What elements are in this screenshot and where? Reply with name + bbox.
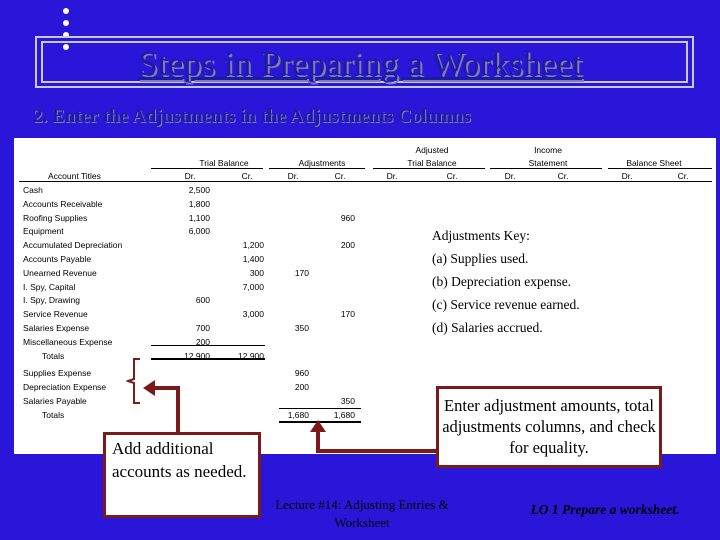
amount-tb-dr: 200	[195, 336, 210, 347]
callout-add-accounts: Add additional accounts as needed.	[103, 432, 261, 518]
header-income: Income	[534, 145, 562, 155]
decorative-dot	[63, 8, 69, 14]
amount-tb-dr: 1,800	[188, 198, 210, 209]
header-adjusted: Adjusted	[415, 145, 449, 155]
col-is-cr: Cr.	[557, 171, 569, 181]
col-adj-dr: Dr.	[287, 171, 299, 181]
account-title: Cash	[23, 185, 43, 195]
header-adjusted-trial-balance: Trial Balance	[407, 158, 457, 168]
account-title: Totals	[42, 350, 65, 361]
amount-adj-dr: 170	[294, 267, 309, 278]
amount-tb-dr: 600	[195, 295, 210, 306]
amount-tb-cr: 12,900	[238, 350, 264, 361]
col-bs-dr: Dr.	[621, 171, 633, 181]
col-tb-cr: Cr.	[241, 171, 253, 181]
account-title: Accounts Payable	[23, 254, 92, 264]
amount-tb-dr: 6,000	[188, 226, 210, 237]
decorative-dot	[63, 20, 69, 26]
amount-adj-cr: 1,680	[333, 409, 355, 420]
amount-adj-cr: 200	[340, 240, 355, 251]
account-title: Accumulated Depreciation	[23, 240, 123, 251]
connector-line	[316, 449, 438, 453]
footer-lecture: Lecture #14: Adjusting Entries & Worksheet	[275, 497, 449, 530]
footer-learning-objective: LO 1 Prepare a worksheet.	[496, 490, 714, 530]
col-is-dr: Dr.	[504, 171, 516, 181]
col-bs-cr: Cr.	[677, 171, 689, 181]
adjustments-key-item: (b) Depreciation expense.	[432, 274, 572, 289]
amount-adj-cr: 350	[340, 396, 355, 406]
account-title: Roofing Supplies	[23, 212, 88, 223]
amount-tb-dr: 12,900	[184, 350, 210, 361]
amount-adj-dr: 960	[294, 368, 309, 379]
header-account-titles: Account Titles	[48, 171, 101, 181]
account-title: Miscellaneous Expense	[23, 336, 113, 347]
account-title: Depreciation Expense	[23, 382, 107, 393]
account-title: I. Spy, Capital	[23, 281, 76, 292]
col-adj-cr: Cr.	[334, 171, 346, 181]
slide-subtitle: 2. Enter the Adjustments in the Adjustments Columns	[33, 106, 471, 127]
amount-tb-cr: 7,000	[242, 281, 264, 292]
col-atb-cr: Cr.	[446, 171, 458, 181]
account-title: I. Spy, Drawing	[23, 295, 81, 306]
header-trial-balance: Trial Balance	[199, 158, 249, 168]
adjustments-key-item: (a) Supplies used.	[432, 251, 529, 266]
account-title: Equipment	[23, 226, 64, 237]
account-title: Supplies Expense	[23, 368, 92, 379]
arrow-up-icon	[308, 420, 328, 434]
slide-title: Steps in Preparing a Worksheet	[138, 44, 582, 83]
bracket-icon	[126, 357, 142, 405]
amount-adj-cr: 170	[340, 309, 355, 320]
amount-tb-dr: 700	[195, 323, 210, 333]
col-tb-dr: Dr.	[184, 171, 196, 181]
account-title: Service Revenue	[23, 309, 88, 320]
col-atb-dr: Dr.	[386, 171, 398, 181]
account-title: Salaries Payable	[23, 396, 87, 406]
adjustments-key-item: (c) Service revenue earned.	[432, 297, 580, 312]
amount-adj-dr: 200	[294, 382, 309, 393]
amount-adj-dr: 1,680	[287, 409, 309, 420]
account-title: Salaries Expense	[23, 323, 90, 333]
adjustments-key	[432, 224, 580, 339]
amount-tb-cr: 1,400	[242, 254, 264, 264]
arrow-left-icon	[143, 380, 157, 396]
account-title: Totals	[42, 409, 65, 420]
header-adjustments: Adjustments	[298, 158, 346, 168]
callout-enter-adjustments: Enter adjustment amounts, total adjustments columns, and check for equality.	[436, 386, 662, 468]
amount-tb-cr: 1,200	[242, 240, 264, 251]
amount-tb-dr: 2,500	[188, 185, 210, 195]
amount-tb-cr: 3,000	[242, 309, 264, 320]
account-title: Unearned Revenue	[23, 267, 97, 278]
account-title: Accounts Receivable	[23, 198, 103, 209]
adjustments-key-heading: Adjustments Key:	[432, 228, 530, 243]
adjustments-key-item: (d) Salaries accrued.	[432, 320, 543, 335]
amount-adj-dr: 350	[294, 323, 309, 333]
header-income-statement: Statement	[528, 158, 568, 168]
connector-line	[176, 386, 180, 434]
amount-tb-cr: 300	[249, 267, 264, 278]
header-balance-sheet: Balance Sheet	[626, 158, 682, 168]
amount-adj-cr: 960	[340, 212, 355, 223]
amount-tb-dr: 1,100	[188, 212, 210, 223]
